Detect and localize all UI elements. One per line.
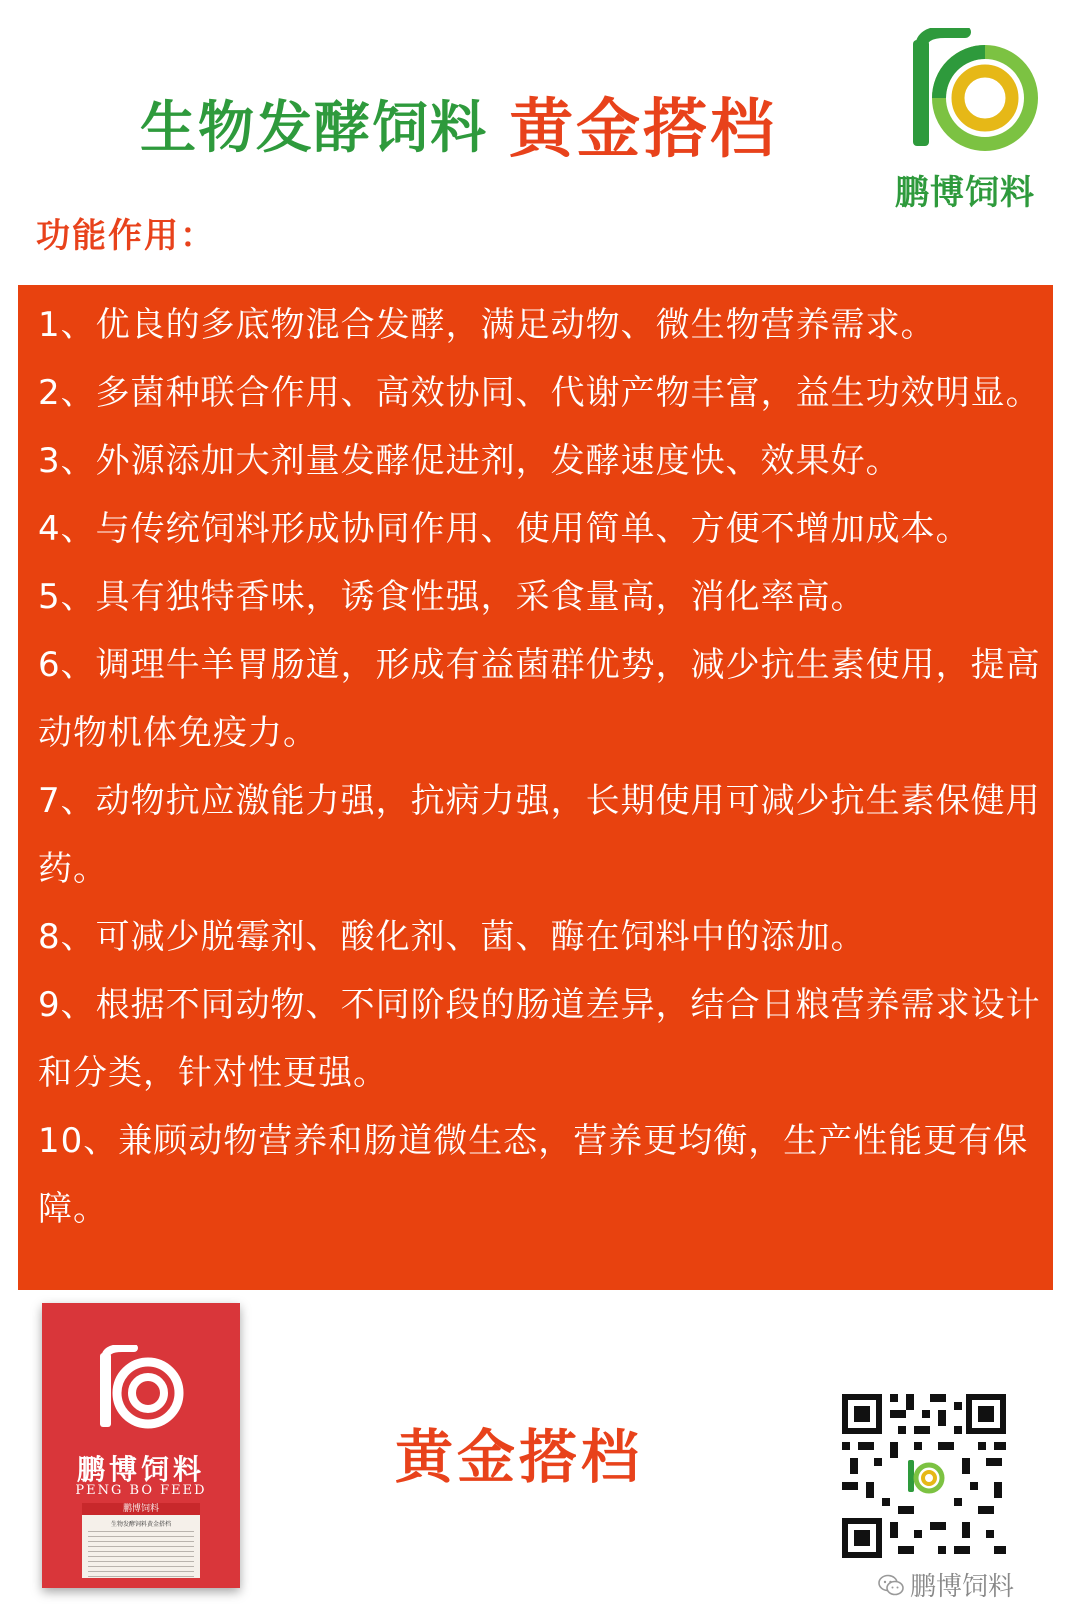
feature-item: 1、优良的多底物混合发酵，满足动物、微生物营养需求。 xyxy=(38,305,936,345)
feature-item: 3、外源添加大剂量发酵促进剂，发酵速度快、效果好。 xyxy=(38,441,901,481)
wechat-account-name: 鹏博饲料 xyxy=(910,1572,1015,1602)
feature-item: 5、具有独特香味，诱食性强，采食量高，消化率高。 xyxy=(38,577,866,617)
bag-brand-text: 鹏博饲料 xyxy=(76,1453,205,1486)
feature-item: 9、根据不同动物、不同阶段的肠道差异，结合日粮营养需求设计和分类，针对性更强。 xyxy=(38,985,1041,1093)
feature-item: 8、可减少脱霉剂、酸化剂、菌、酶在饲料中的添加。 xyxy=(38,917,866,957)
feature-item: 4、与传统饲料形成协同作用、使用简单、方便不增加成本。 xyxy=(38,509,971,549)
features-panel xyxy=(18,285,1053,1290)
title-red-text: 黄金搭档 xyxy=(509,93,778,167)
title-green-text: 生物发酵饲料 xyxy=(140,96,488,161)
feature-item: 10、兼顾动物营养和肠道微生态，营养更均衡，生产性能更有保障。 xyxy=(38,1121,1029,1229)
brand-name-text: 鹏博饲料 xyxy=(895,173,1035,213)
wechat-icon xyxy=(878,1574,904,1596)
feature-item: 7、动物抗应激能力强，抗病力强，长期使用可减少抗生素保健用药。 xyxy=(38,781,1041,889)
wechat-watermark xyxy=(878,1566,1014,1603)
feature-item: 6、调理牛羊胃肠道，形成有益菌群优势，减少抗生素使用，提高动物机体免疫力。 xyxy=(38,645,1041,753)
bag-label-fine-print xyxy=(88,1531,194,1581)
feature-item: 2、多菌种联合作用、高效协同、代谢产物丰富，益生功效明显。 xyxy=(38,373,1041,413)
page-title xyxy=(140,78,778,167)
product-bag-image xyxy=(42,1303,240,1588)
bag-label-subtitle: 生物发酵饲料黄金搭档 xyxy=(110,1521,171,1528)
bag-english-text: PENG BO FEED xyxy=(75,1483,207,1498)
tagline: 黄金搭档 xyxy=(395,1423,644,1491)
bag-label xyxy=(82,1503,200,1578)
bag-label-title: 鹏博饲料 xyxy=(122,1504,159,1514)
bag-logo-icon xyxy=(96,1345,186,1435)
qr-code-icon[interactable] xyxy=(838,1390,1010,1562)
section-label: 功能作用： xyxy=(36,216,216,256)
brand-logo-icon xyxy=(905,28,1045,158)
